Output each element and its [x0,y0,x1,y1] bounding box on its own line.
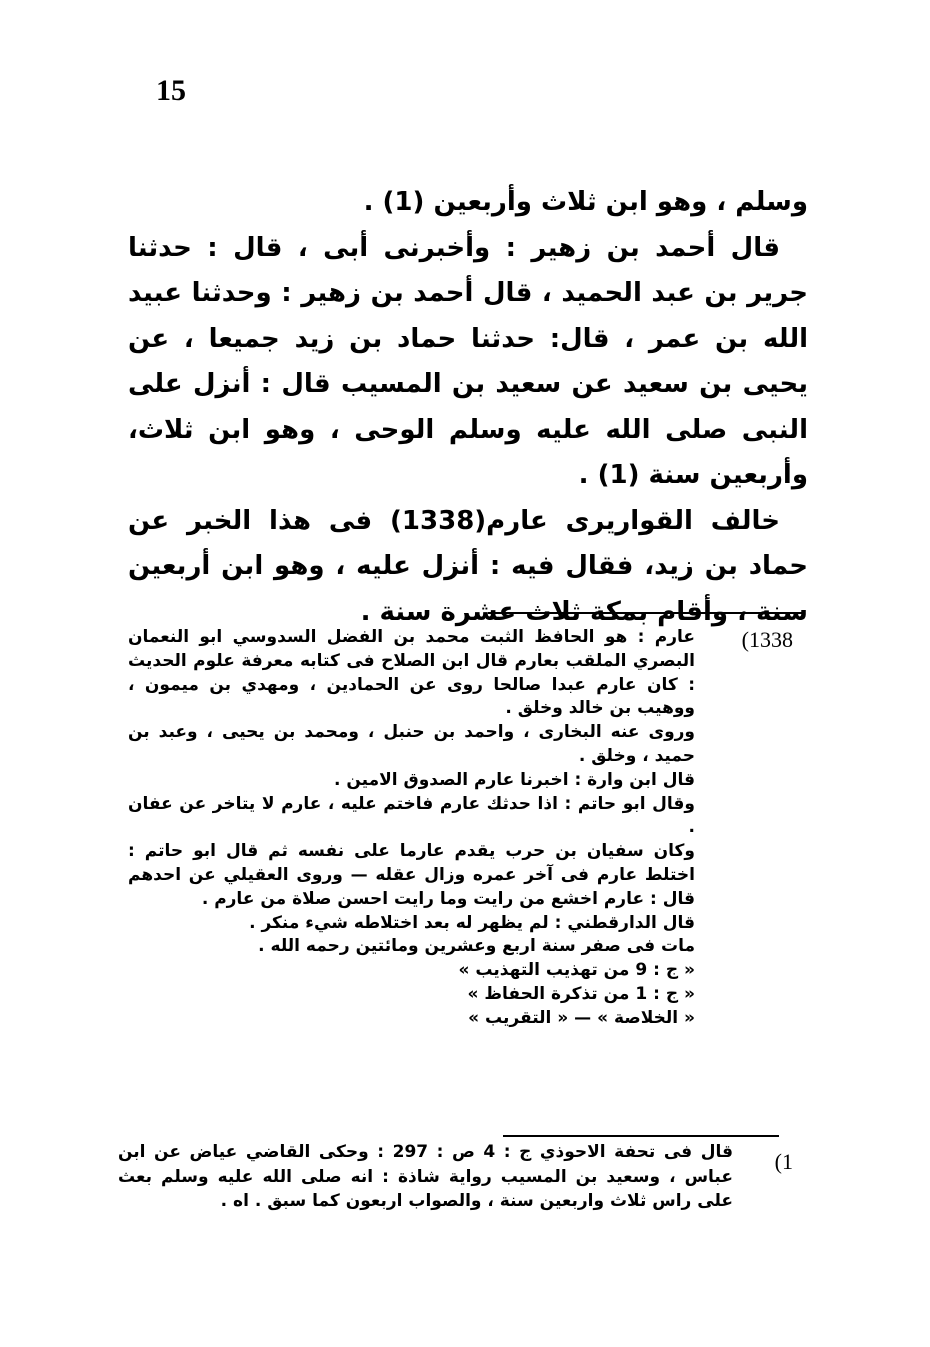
biography-line: قال الدارقطني : لم يظهر له بعد اختلاطه شيء منكر . [249,912,695,933]
biography-line: عارم : هو الحافظ الثبت محمد بن الفضل السدوسي ابو النعمان البصري الملقب بعارم قال ابن الصلاح فى كتابه معرفة علوم الحديث : كان عارم عبدا صالحا روى عن الحمادين ، ومهدي بن ميمون ، ووهيب بن خالد وخلق . [128,627,695,719]
biography-reference: « ج : 1 من تذكرة الحفاظ » [467,983,695,1004]
main-text [128,180,808,635]
footnote-text: قال فى تحفة الاحوذي ج : 4 ص : 297 : وحكى القاضي عياض عن ابن عباس ، وسعيد بن المسيب رواية شاذة : انه صلى الله عليه وسلم بعث على راس ثلاث واربعين سنة ، والصواب اربعون كما سبق . اه . [118,1142,733,1211]
biography-line: قال ابن وارة : اخبرنا عارم الصدوق الامين . [334,769,695,790]
footnote [118,1140,793,1214]
biography-line: وكان سفيان بن حرب يقدم عارما على نفسه ثم قال ابو حاتم : اختلط عارم فى آخر عمره وزال عقله — وروى العقيلي عن احدهم قال : عارم اخشع من رايت وما رايت احسن صلاة من عارم . [128,841,695,909]
footnote-divider [503,1135,779,1137]
biography-note-number: 1338) [741,627,793,652]
biography-note [128,626,793,1031]
page-number: 15 [156,74,186,107]
biography-line: مات فى صفر سنة اربع وعشرين ومائتين رحمه الله . [258,936,695,957]
biography-line: وروى عنه البخارى ، واحمد بن حنبل ، ومحمد بن يحيى ، وعبد بن حميد ، وخلق . [128,722,695,766]
main-paragraph: وسلم ، وهو ابن ثلاث وأربعين (1) . [363,187,808,217]
main-paragraph: خالف القواريرى عارم(1338) فى هذا الخبر عن حماد بن زيد، فقال فيه : أنزل عليه ، وهو ابن أربعين سنة ، وأقام بمكة ثلاث عشرة سنة . [128,505,808,627]
biography-note-body [128,626,695,1031]
biography-reference: « ج : 9 من تهذيب التهذيب » [458,960,695,981]
biography-reference: « الخلاصة » — « التقريب » [468,1007,695,1028]
main-paragraph: قال أحمد بن زهير : وأخبرنى أبى ، قال : حدثنا جرير بن عبد الحميد ، قال أحمد بن زهير : وحدثنا عبيد الله بن عمر ، قال: حدثنا حماد بن زيد جميعا ، عن يحيى بن سعيد عن سعيد بن المسيب قال : أنزل على النبى صلى الله عليه وسلم الوحى ، وهو ابن ثلاث، وأربعين سنة (1) . [128,232,808,490]
footnote-divider [488,612,804,614]
footnote-number: 1) [774,1149,793,1174]
biography-line: وقال ابو حاتم : اذا حدثك عارم فاختم عليه ، عارم لا يتاخر عن عفان . [128,793,695,838]
